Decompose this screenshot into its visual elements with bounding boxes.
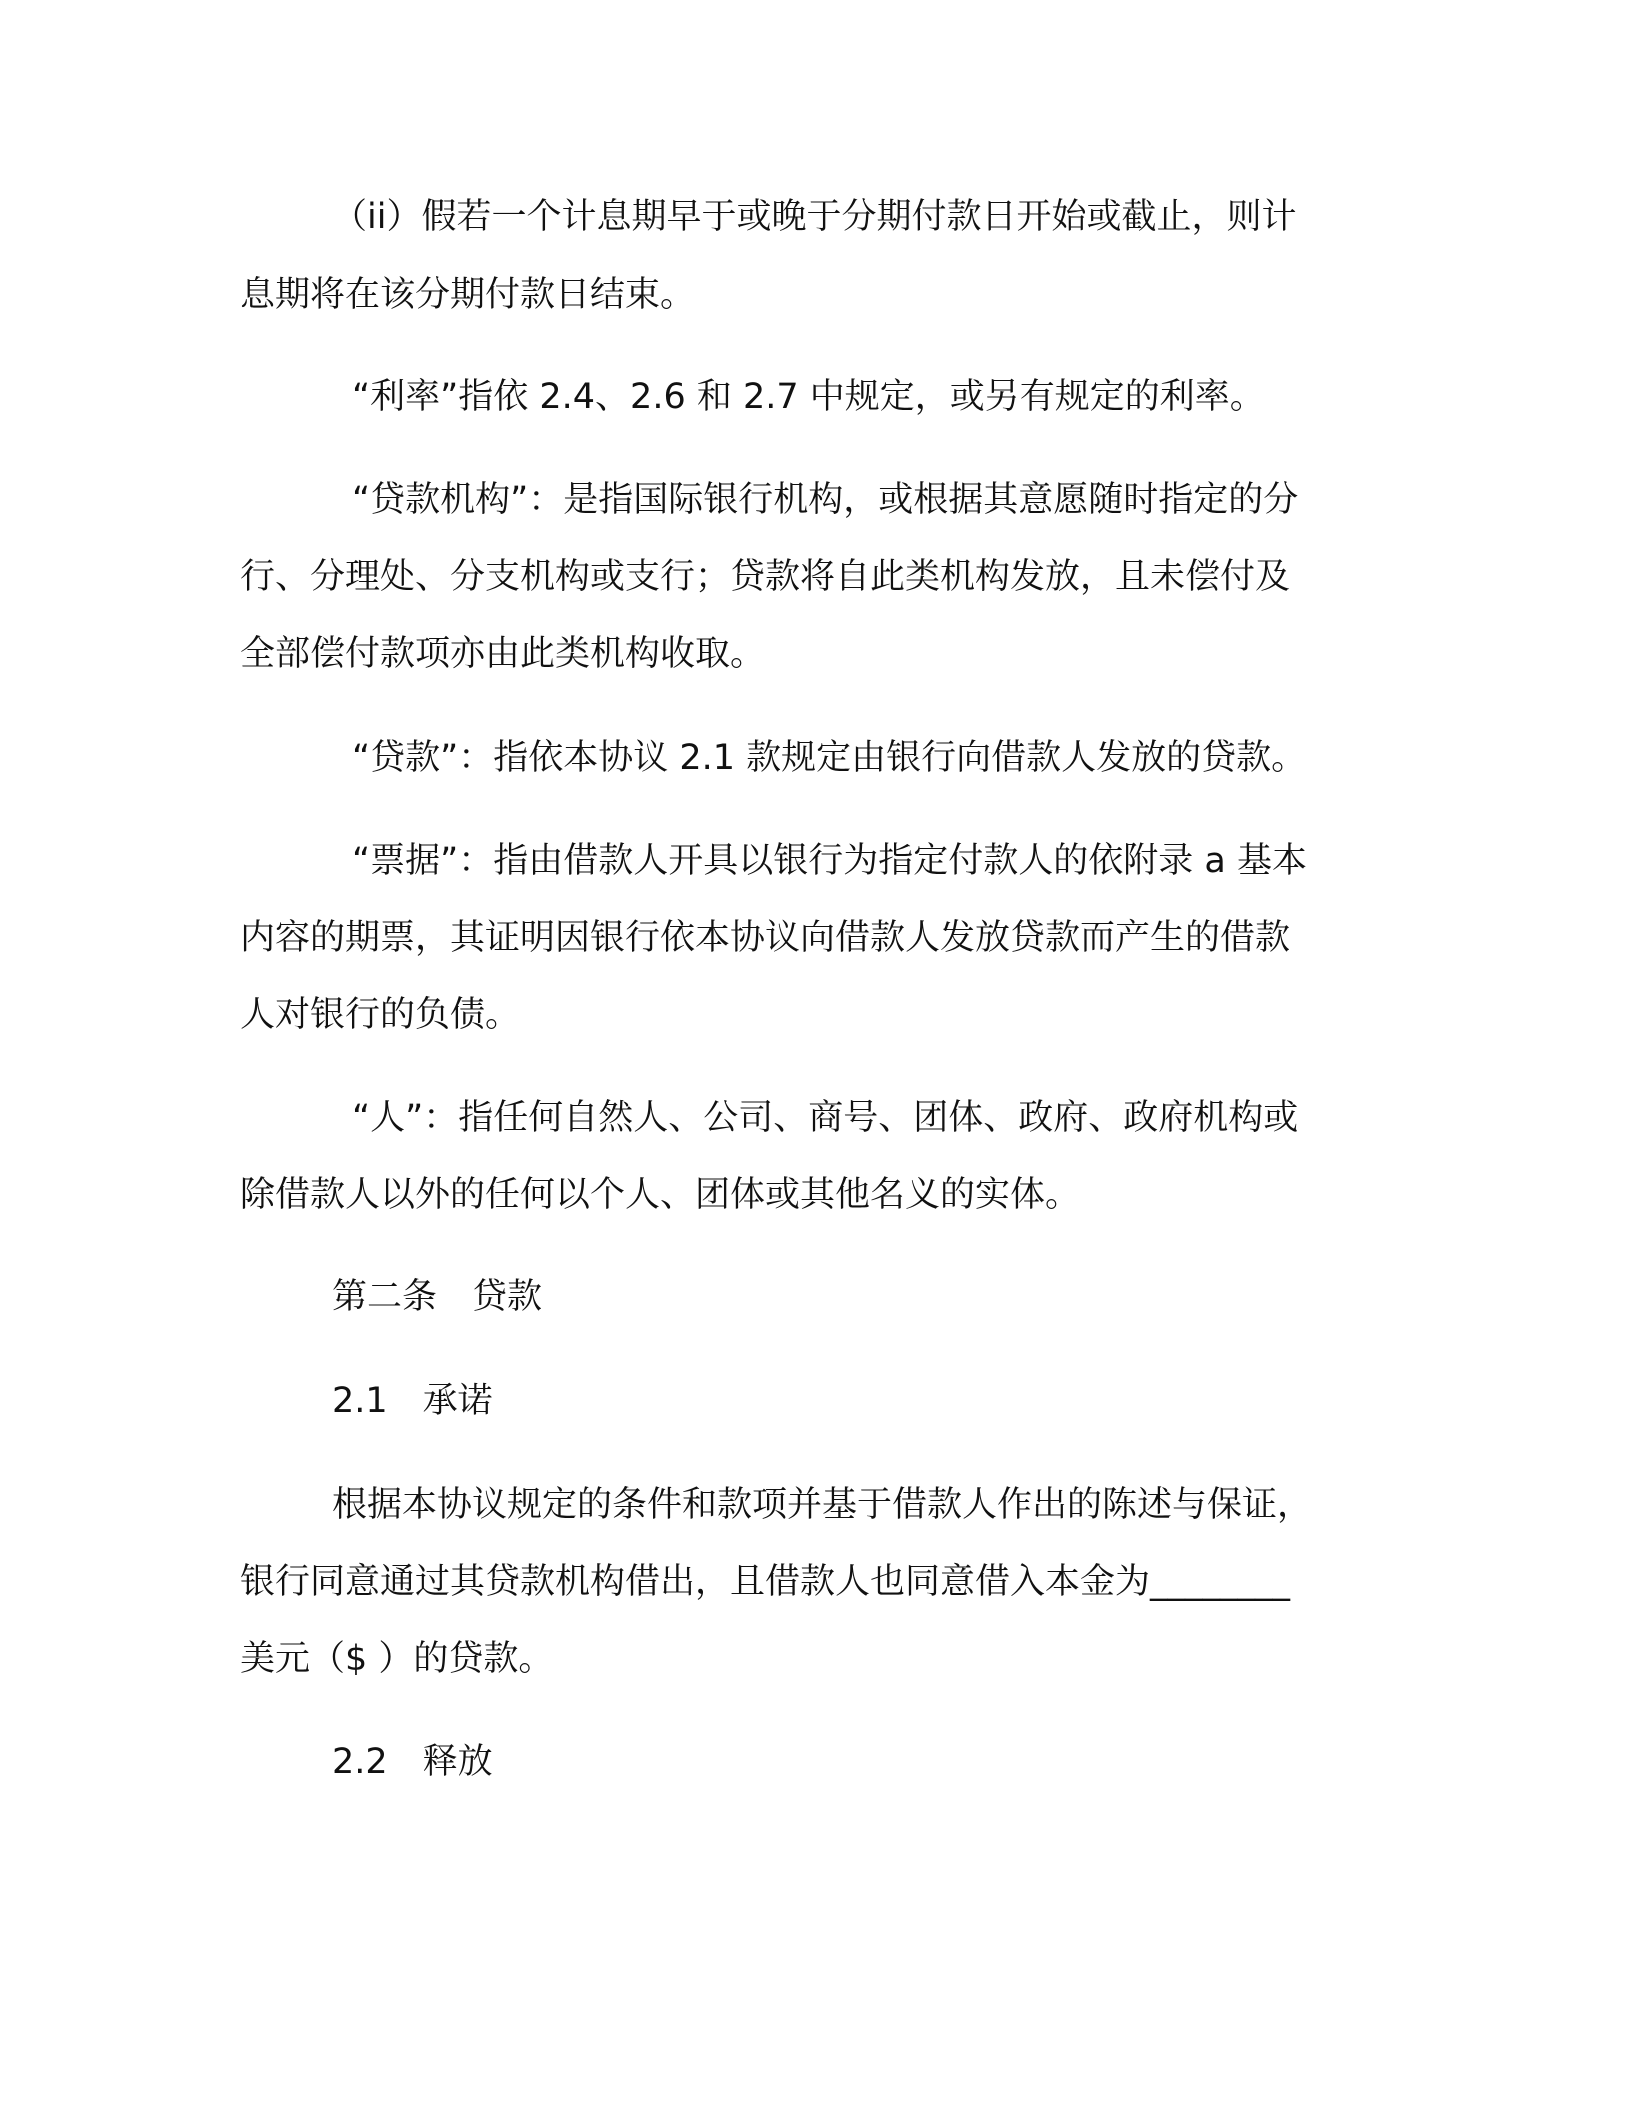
text-line: 根据本协议规定的条件和款项并基于借款人作出的陈述与保证，: [332, 1485, 1313, 1525]
text-line: 内容的期票，其证明因银行依本协议向借款人发放贷款而产生的借款: [240, 918, 1291, 958]
text-line: 美元（$ ）的贷款。: [240, 1639, 554, 1679]
text-line: 全部偿付款项亦由此类机构收取。: [240, 634, 766, 674]
text-line: “人”：指任何自然人、公司、商号、团体、政府、政府机构或: [352, 1098, 1299, 1138]
text-line: 银行同意通过其贷款机构借出，且借款人也同意借入本金为________: [240, 1562, 1291, 1602]
text-line: 行、分理处、分支机构或支行；贷款将自此类机构发放，且未偿付及: [240, 557, 1291, 597]
text-line: 人对银行的负债。: [240, 995, 521, 1035]
text-line: “票据”：指由借款人开具以银行为指定付款人的依附录 a 基本: [352, 841, 1307, 881]
subsection-heading: 2.2 释放: [332, 1742, 493, 1782]
subsection-heading: 2.1 承诺: [332, 1381, 493, 1421]
text-line: （ii）假若一个计息期早于或晚于分期付款日开始或截止，则计: [332, 197, 1297, 237]
text-line: “贷款机构”：是指国际银行机构，或根据其意愿随时指定的分: [352, 480, 1299, 520]
text-line: “利率”指依 2.4、2.6 和 2.7 中规定，或另有规定的利率。: [352, 377, 1265, 417]
text-line: 除借款人以外的任何以个人、团体或其他名义的实体。: [240, 1175, 1081, 1215]
text-line: 息期将在该分期付款日结束。: [240, 275, 696, 315]
section-heading: 第二条 贷款: [332, 1277, 543, 1317]
text-line: “贷款”：指依本协议 2.1 款规定由银行向借款人发放的贷款。: [352, 738, 1307, 778]
